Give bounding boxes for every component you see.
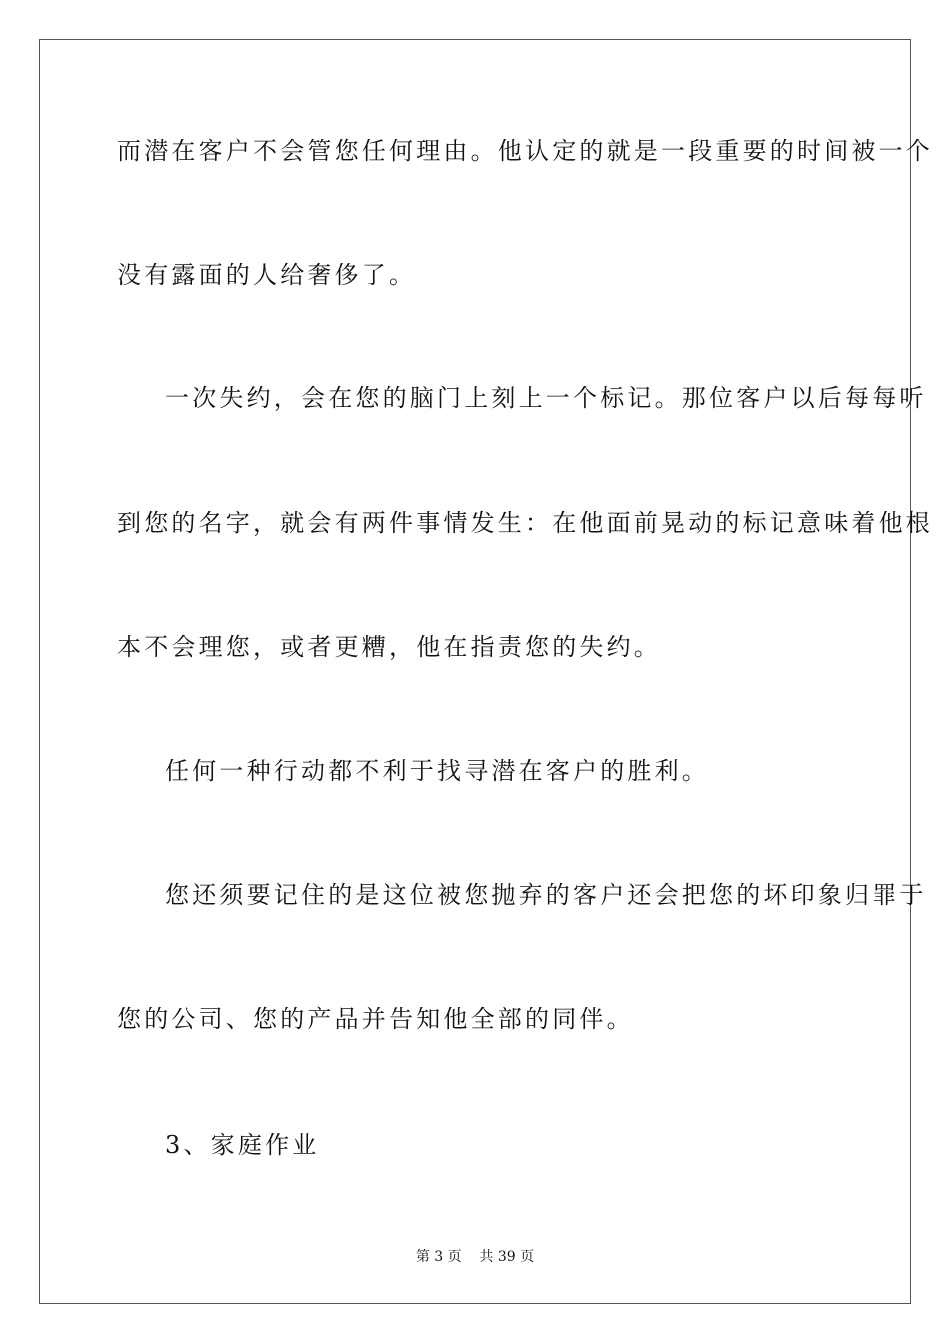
paragraph-line: 到您的名字，就会有两件事情发生：在他面前晃动的标记意味着他根	[117, 509, 933, 537]
section-heading: 3、家庭作业	[165, 1131, 320, 1159]
paragraph-line: 您还须要记住的是这位被您抛弃的客户还会把您的坏印象归罪于	[165, 881, 927, 909]
page-number-footer: 第 3 页 共 39 页	[415, 1249, 535, 1265]
paragraph-line: 任何一种行动都不利于找寻潜在客户的胜利。	[165, 757, 709, 785]
paragraph-line: 没有露面的人给奢侈了。	[117, 261, 417, 289]
paragraph-line: 一次失约，会在您的脑门上刻上一个标记。那位客户以后每每听	[165, 384, 927, 412]
paragraph-line: 您的公司、您的产品并告知他全部的同伴。	[117, 1005, 634, 1033]
paragraph-line: 而潜在客户不会管您任何理由。他认定的就是一段重要的时间被一个	[117, 137, 933, 165]
paragraph-line: 本不会理您，或者更糟，他在指责您的失约。	[117, 633, 661, 661]
page-frame	[39, 39, 933, 1304]
